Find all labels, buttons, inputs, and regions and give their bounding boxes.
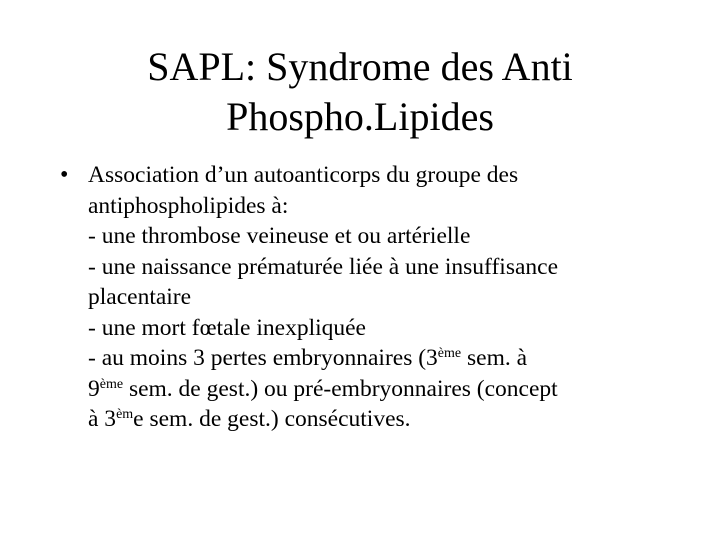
title-line-2: Phospho.Lipides <box>226 94 494 139</box>
bullet-item <box>54 160 674 435</box>
body-text-segment: à 3 <box>88 406 117 432</box>
body-line <box>88 374 674 405</box>
body-line: - une naissance prématurée liée à une insuffisance <box>88 253 558 280</box>
slide-body <box>54 160 674 435</box>
bullet-text <box>88 160 674 435</box>
slide-title <box>90 42 630 142</box>
body-line: placentaire <box>88 284 192 310</box>
superscript: ème <box>99 376 124 392</box>
body-text-segment: sem. de gest.) ou pré-embryonnaires (concept <box>123 375 558 402</box>
body-line: - une thrombose veineuse et ou artérielle <box>88 223 471 249</box>
body-line: antiphospholipides à: <box>88 192 289 219</box>
superscript: èm <box>116 407 134 422</box>
body-line: - une mort fœtale inexpliquée <box>88 314 366 341</box>
bullet-icon: • <box>60 162 69 188</box>
body-line: Association d’un autoanticorps du groupe des <box>88 162 519 188</box>
body-text-segment: sem. à <box>461 345 528 371</box>
superscript: ème <box>437 346 462 361</box>
body-text-segment: - au moins 3 pertes embryonnaires (3 <box>88 345 438 371</box>
body-line <box>88 404 674 435</box>
body-text-segment: 9 <box>88 375 100 402</box>
body-text-segment: e sem. de gest.) consécutives. <box>133 406 411 432</box>
body-line <box>88 343 674 374</box>
title-line-1: SAPL: Syndrome des Anti <box>147 44 573 89</box>
